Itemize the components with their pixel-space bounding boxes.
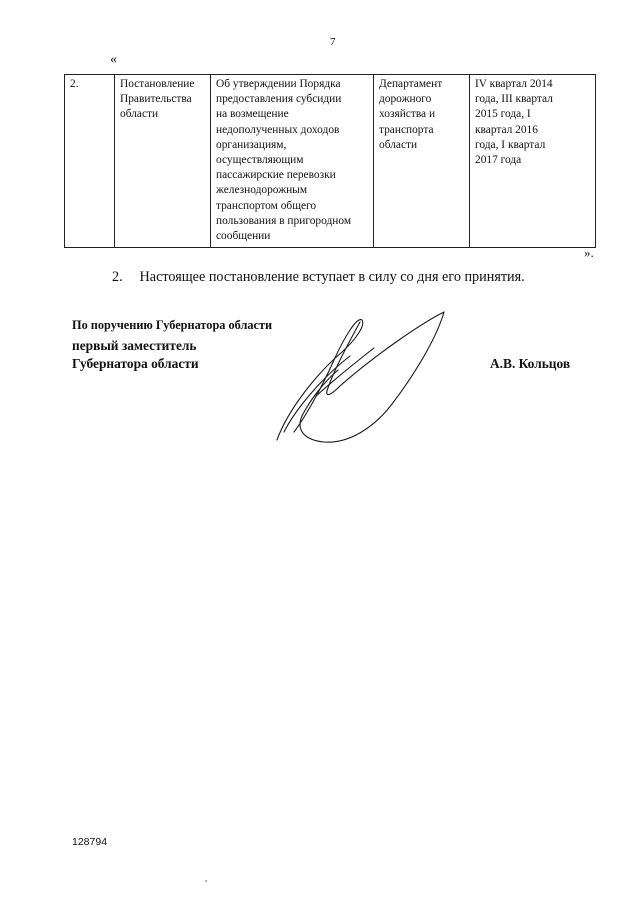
table-row — [65, 75, 596, 248]
paragraph-text: Настоящее постановление вступает в силу со дня его принятия. — [139, 269, 525, 285]
deadline: IV квартал 2014 года, III квартал 2015 года, I квартал 2016 года, I квартал 2017 года — [475, 78, 553, 167]
signature-position-line-1: По поручению Губернатора области — [72, 318, 273, 332]
act-type-cell — [115, 75, 211, 248]
act-title-cell — [211, 75, 374, 248]
row-number: 2. — [70, 78, 79, 90]
responsible: Департамент дорожного хозяйства и транспорта области — [379, 78, 443, 151]
closing-quote: ». — [584, 245, 594, 260]
paragraph-number: 2. — [112, 269, 123, 285]
act-title: Об утверждении Порядка предоставления субсидии на возмещение недополученных доходов организациям, осуществляющим пассажирские перевозки железнодорожным транспортом общего пользования в пригородном сообщении — [216, 78, 352, 243]
opening-quote: « — [110, 52, 117, 67]
row-number-cell — [65, 75, 115, 248]
signatory-name: А.В. Кольцов — [490, 356, 571, 371]
act-type: Постановление Правительства области — [120, 78, 195, 121]
acts-table — [64, 74, 596, 248]
page-number: 7 — [330, 36, 336, 48]
handwritten-signature — [262, 304, 462, 452]
signature-position-line-3: Губернатора области — [72, 356, 199, 371]
responsible-cell — [374, 75, 470, 248]
deadline-cell — [470, 75, 596, 248]
signature-position-line-2: первый заместитель — [72, 338, 197, 353]
scan-speck — [205, 880, 207, 882]
document-code: 128794 — [72, 836, 108, 848]
paragraph-2 — [112, 269, 582, 286]
